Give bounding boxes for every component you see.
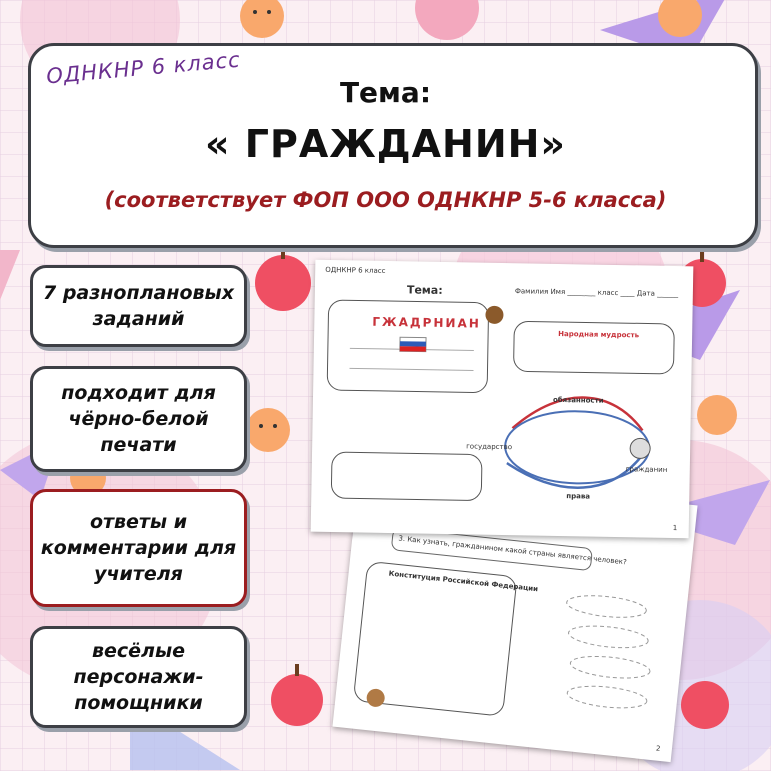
feature-card-answers (30, 489, 247, 607)
page-title: « ГРАЖДАНИН» (205, 122, 566, 166)
sheet1-anagram: ГЖАДРНИАН (372, 314, 481, 331)
feature-card-print (30, 366, 247, 472)
sheet1-name-fields: Фамилия Имя ________ класс ____ Дата ______ (514, 287, 679, 299)
smiley-icon (246, 408, 290, 452)
smiley-icon (697, 395, 737, 435)
feature-text: весёлые персонажи-помощники (73, 640, 204, 714)
sheet1-topic: Тема: (406, 283, 443, 297)
apple-icon (681, 681, 729, 729)
diagram-left: государство (466, 442, 513, 452)
feature-card-tasks (30, 265, 247, 347)
diagram-top: обязанности (552, 395, 604, 405)
sheet2-heading: Конституция Российской Федерации (388, 569, 539, 594)
sheet2-page: 2 (655, 744, 661, 753)
sheet2-q3: 3. Как узнать, гражданином какой страны является человек? (398, 534, 628, 567)
diagram-right: гражданин (625, 465, 668, 474)
topic-label: Тема: (339, 76, 432, 109)
sheet1-drawing (311, 260, 694, 539)
sheet1-proverb-title: Народная мудрость (558, 329, 640, 340)
feature-card-characters (30, 626, 247, 728)
preview-sheet-1 (311, 260, 694, 539)
feature-text: 7 разноплановых заданий (43, 282, 234, 330)
sheet1-page: 1 (672, 524, 678, 533)
grade-label: ОДНКНР 6 класс (45, 47, 242, 89)
diagram-bottom: права (566, 492, 591, 501)
feature-text: ответы и комментарии для учителя (40, 511, 237, 585)
subtitle: (соответствует ФОП ООО ОДНКНР 5-6 класса) (104, 188, 667, 212)
sheet1-corner: ОДНКНР 6 класс (325, 265, 386, 275)
feature-text: подходит для чёрно-белой печати (61, 382, 216, 456)
